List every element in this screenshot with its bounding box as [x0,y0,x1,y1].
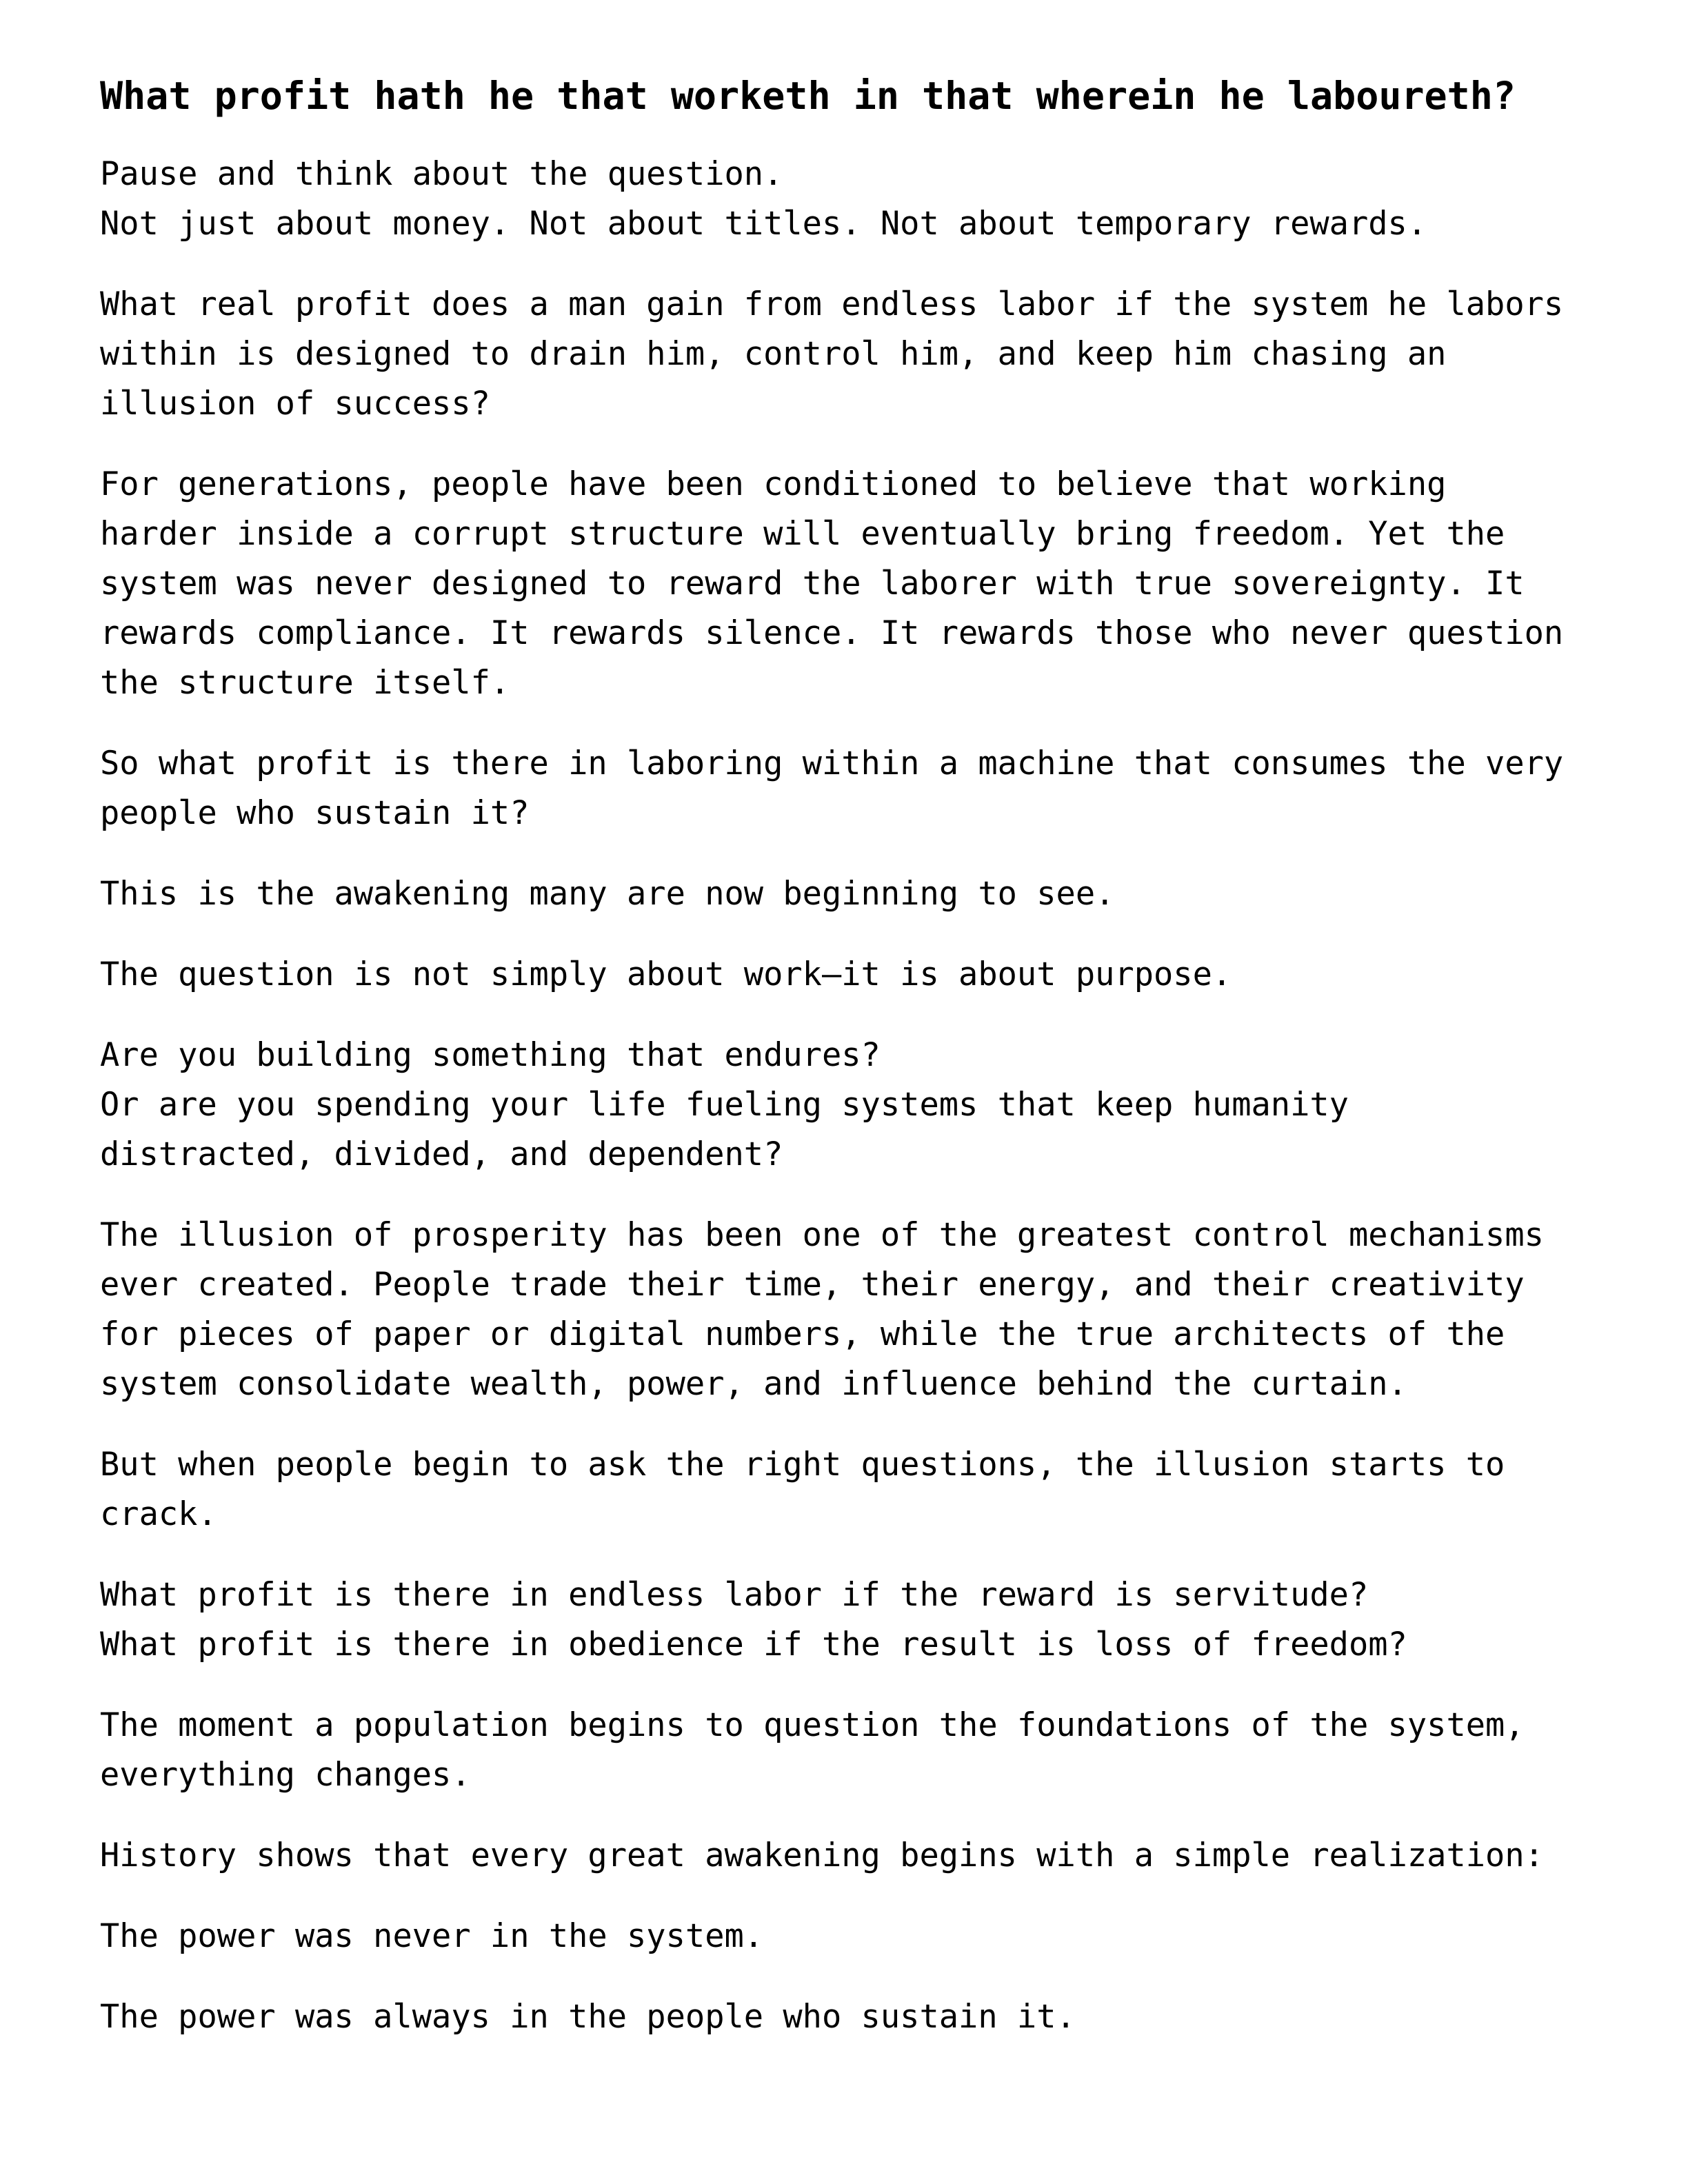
paragraph-6 [100,950,1585,1000]
text-line: The power was never in the system. [100,1917,764,1955]
text-line: crack. [100,1495,217,1533]
text-line: ever created. People trade their time, their energy, and their creativity [100,1266,1525,1304]
paragraph-1 [100,150,1585,249]
paragraph-13 [100,1912,1585,1961]
text-line: for pieces of paper or digital numbers, while the true architects of the [100,1315,1505,1353]
text-line: What real profit does a man gain from endless labor if the system he labors [100,285,1564,323]
text-line: distracted, divided, and dependent? [100,1135,783,1173]
text-line: Or are you spending your life fueling systems that keep humanity [100,1086,1349,1124]
text-line: Pause and think about the question. [100,155,783,193]
text-line: The power was always in the people who sustain it. [100,1998,1076,2036]
paragraph-2 [100,280,1585,429]
text-line: For generations, people have been conditioned to believe that working [100,465,1447,503]
text-line: Are you building something that endures? [100,1036,881,1074]
paragraph-5 [100,869,1585,919]
text-line: What profit is there in endless labor if the reward is servitude? [100,1576,1369,1614]
text-line: Not just about money. Not about titles. Not about temporary rewards. [100,205,1427,243]
text-line: illusion of success? [100,385,490,423]
paragraph-12 [100,1831,1585,1881]
text-line: The illusion of prosperity has been one of the greatest control mechanisms [100,1216,1544,1254]
text-line: But when people begin to ask the right questions, the illusion starts to [100,1446,1505,1484]
paragraph-9 [100,1440,1585,1539]
document-title: What profit hath he that worketh in that wherein he laboureth? [100,74,1516,118]
paragraph-8 [100,1211,1585,1409]
text-line: What profit is there in obedience if the result is loss of freedom? [100,1626,1407,1664]
text-line: The moment a population begins to question the foundations of the system, [100,1706,1525,1744]
text-line: rewards compliance. It rewards silence. It rewards those who never question [100,614,1564,652]
paragraph-3 [100,460,1585,708]
paragraph-10 [100,1570,1585,1670]
text-line: system consolidate wealth, power, and influence behind the curtain. [100,1365,1407,1403]
text-line: The question is not simply about work—it is about purpose. [100,956,1232,993]
text-line: within is designed to drain him, control him, and keep him chasing an [100,335,1447,373]
text-line: everything changes. [100,1756,471,1794]
paragraph-11 [100,1701,1585,1800]
paragraph-14 [100,1992,1585,2042]
text-line: the structure itself. [100,664,510,702]
paragraph-4 [100,739,1585,838]
text-line: History shows that every great awakening begins with a simple realization: [100,1837,1544,1874]
text-line: system was never designed to reward the laborer with true sovereignty. It [100,565,1525,603]
text-line: harder inside a corrupt structure will eventually bring freedom. Yet the [100,515,1505,553]
text-line: So what profit is there in laboring within a machine that consumes the very [100,745,1564,782]
text-line: This is the awakening many are now beginning to see. [100,875,1115,913]
paragraph-7 [100,1031,1585,1180]
text-line: people who sustain it? [100,794,530,832]
